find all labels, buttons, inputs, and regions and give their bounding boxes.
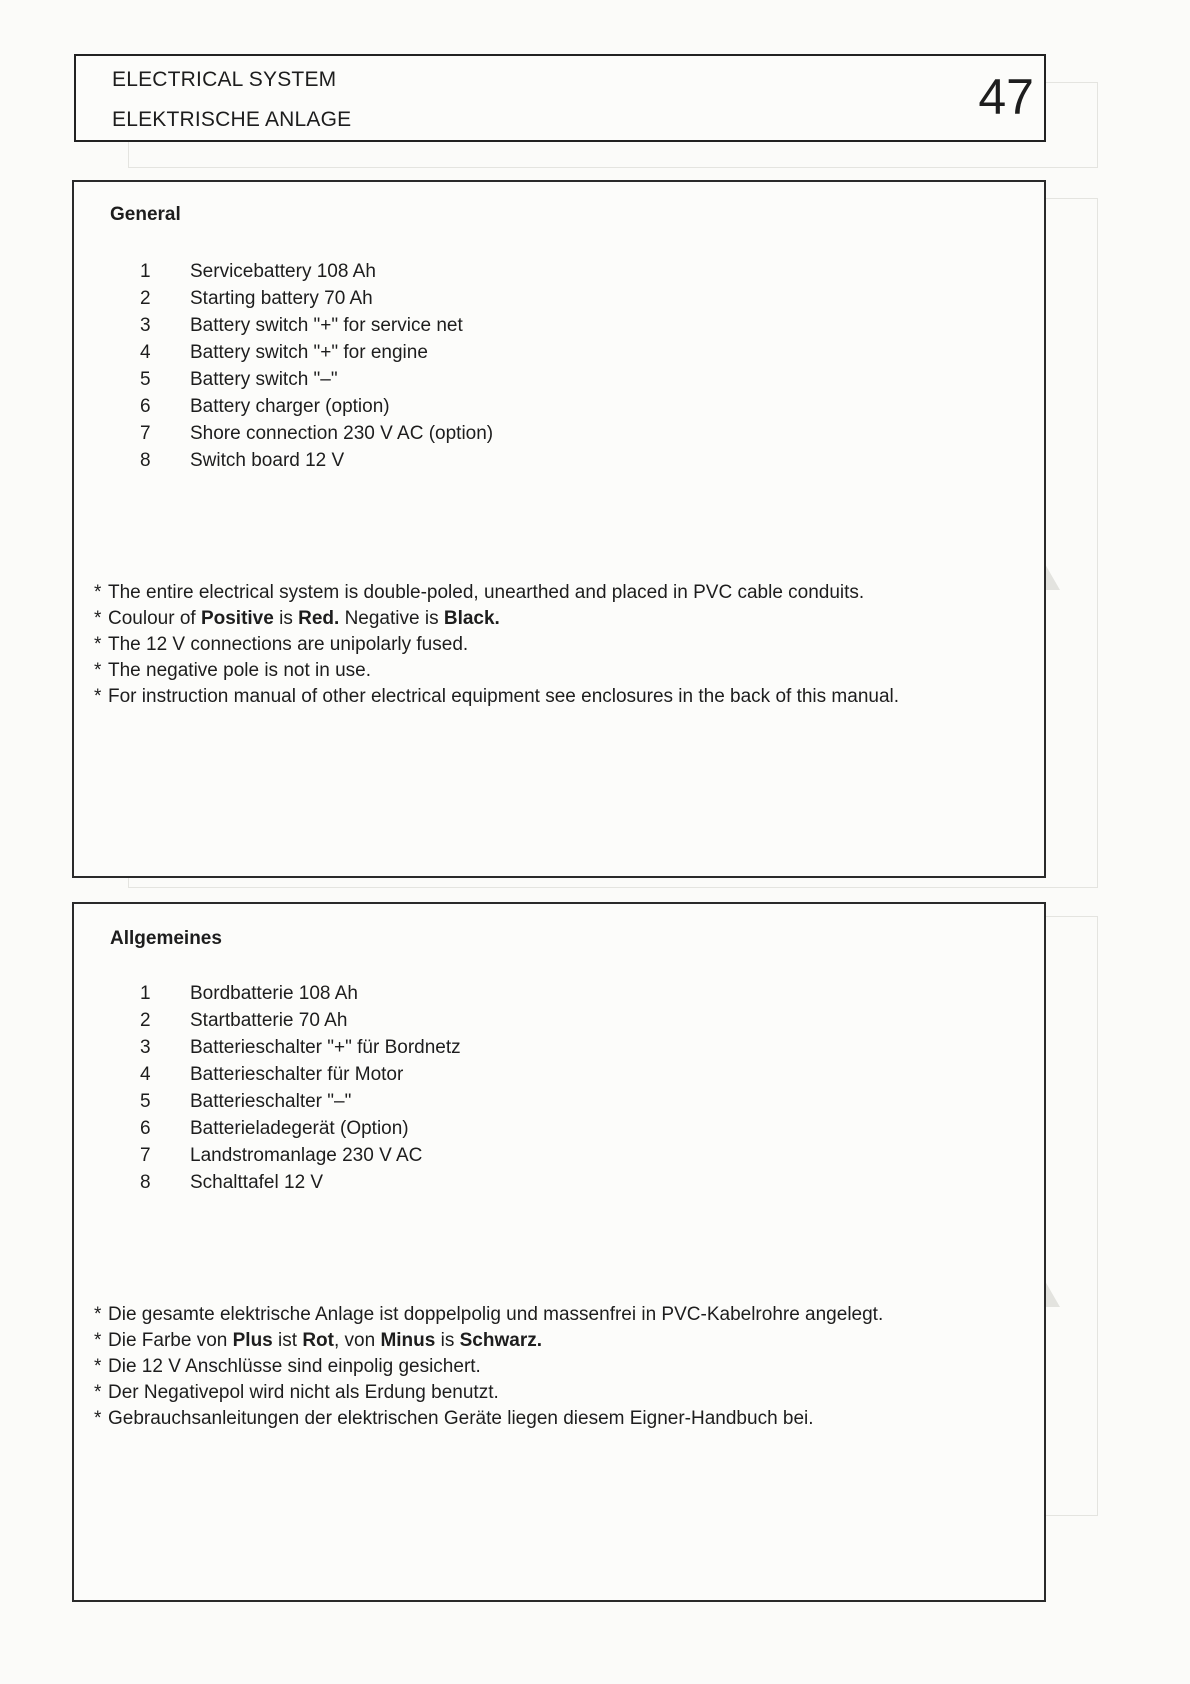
section-heading: General — [110, 204, 181, 225]
list-item: 1 Servicebattery 108 Ah — [140, 261, 376, 282]
list-item: 6 Batterieladegerät (Option) — [140, 1118, 409, 1139]
note-item: * Gebrauchsanleitungen der elektrischen Geräte liegen diesem Eigner-Handbuch bei. — [94, 1408, 814, 1429]
note-item: * For instruction manual of other electrical equipment see enclosures in the back of this manual. — [94, 686, 900, 707]
list-item: 7 Shore connection 230 V AC (option) — [140, 423, 494, 444]
list-item: 6 Battery charger (option) — [140, 396, 390, 417]
list-item: 8 Schalttafel 12 V — [140, 1172, 324, 1193]
list-item: 1 Bordbatterie 108 Ah — [140, 983, 358, 1004]
list-item: 4 Batterieschalter für Motor — [140, 1064, 404, 1085]
list-item: 3 Battery switch "+" for service net — [140, 315, 463, 336]
german-section — [72, 902, 1046, 1602]
note-item: * Die 12 V Anschlüsse sind einpolig gesichert. — [94, 1356, 481, 1377]
list-item: 2 Startbatterie 70 Ah — [140, 1010, 348, 1031]
page-header — [74, 54, 1046, 142]
component-list — [140, 980, 461, 1196]
list-item: 7 Landstromanlage 230 V AC — [140, 1145, 423, 1166]
note-item: * Der Negativepol wird nicht als Erdung benutzt. — [94, 1382, 499, 1403]
section-heading: Allgemeines — [110, 928, 222, 949]
list-item: 8 Switch board 12 V — [140, 450, 345, 471]
list-item: 3 Batterieschalter "+" für Bordnetz — [140, 1037, 461, 1058]
note-item: * The 12 V connections are unipolarly fused. — [94, 634, 469, 655]
list-item: 5 Battery switch "–" — [140, 369, 338, 390]
section-title-german: ELEKTRISCHE ANLAGE — [112, 108, 352, 131]
section-title-english: ELECTRICAL SYSTEM — [112, 68, 337, 91]
list-item: 5 Batterieschalter "–" — [140, 1091, 352, 1112]
component-list — [140, 258, 493, 474]
notes-list — [94, 1302, 883, 1432]
list-item: 2 Starting battery 70 Ah — [140, 288, 373, 309]
note-item: * Die Farbe von Plus ist Rot, von Minus is Schwarz. — [94, 1330, 542, 1351]
note-item: * The entire electrical system is double-poled, unearthed and placed in PVC cable conduits. — [94, 582, 865, 603]
page-number: 47 — [978, 69, 1034, 125]
notes-list — [94, 580, 899, 710]
list-item: 4 Battery switch "+" for engine — [140, 342, 428, 363]
english-section — [72, 180, 1046, 878]
note-item: * Die gesamte elektrische Anlage ist doppelpolig und massenfrei in PVC-Kabelrohre angelegt. — [94, 1304, 884, 1325]
note-item: * Coulour of Positive is Red. Negative is Black. — [94, 608, 500, 629]
note-item: * The negative pole is not in use. — [94, 660, 372, 681]
